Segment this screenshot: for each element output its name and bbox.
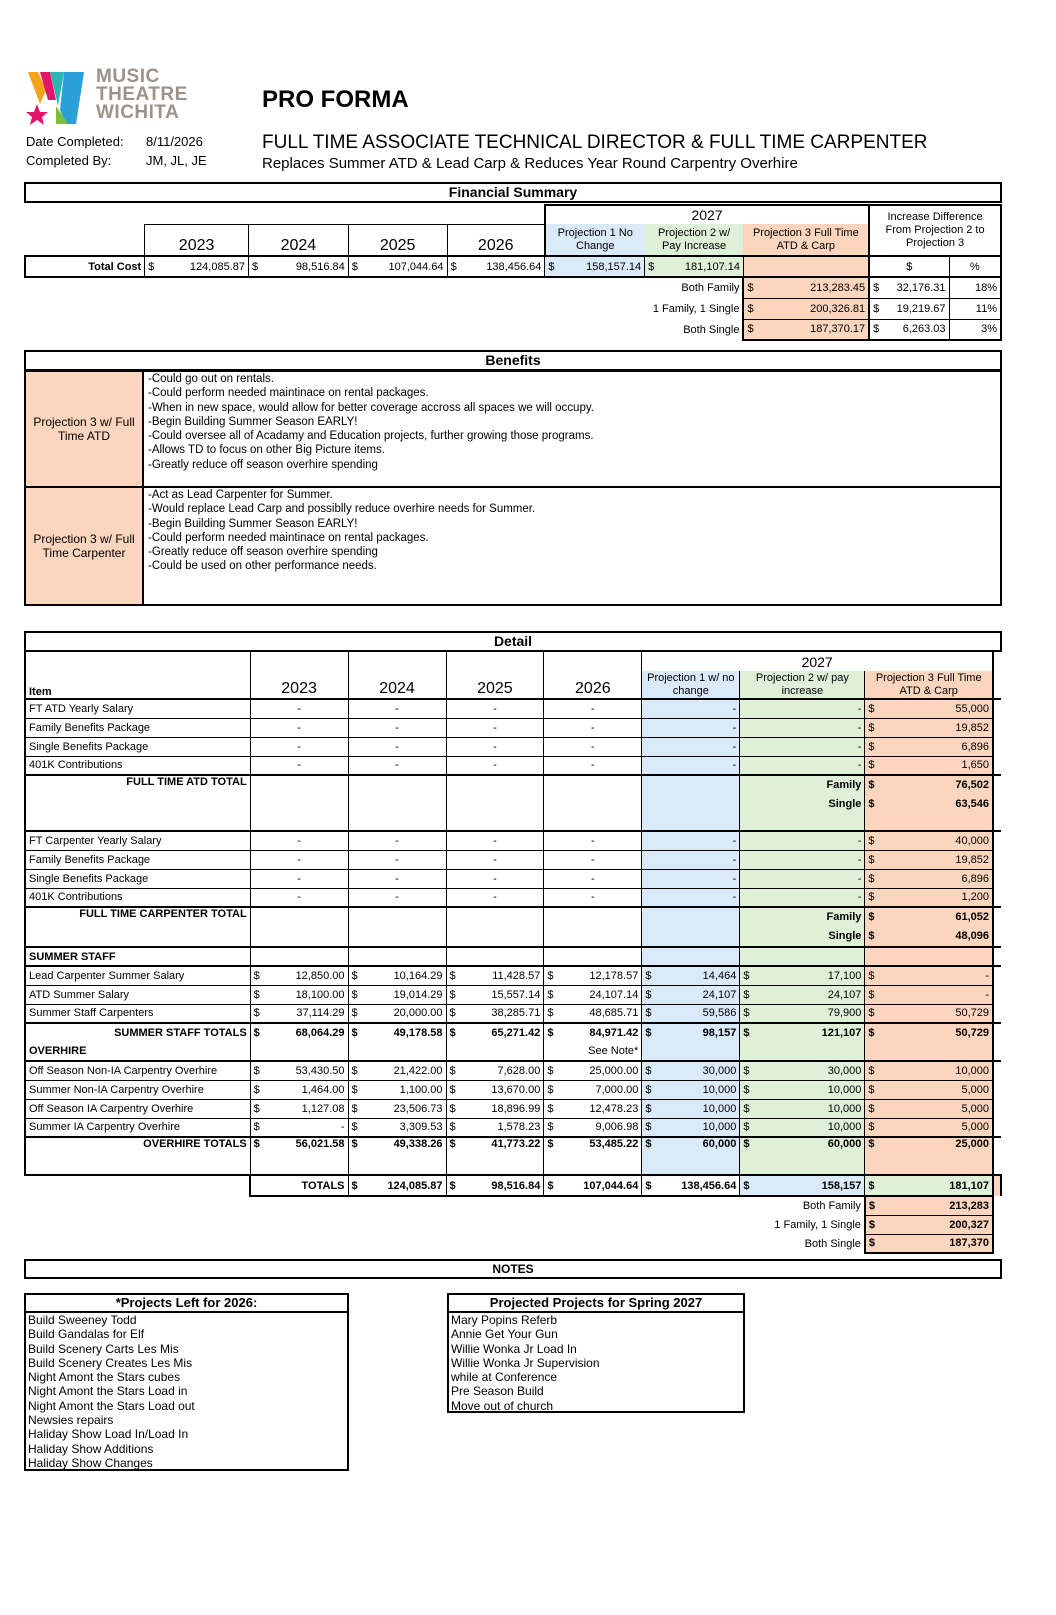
summer-total-label: SUMMER STAFF TOTALS (25, 1023, 250, 1042)
grand-total-value: $ 181,107 (865, 1175, 993, 1196)
detail-row (25, 1004, 1001, 1023)
detail-projection-3-value: $ 40,000 (865, 831, 993, 850)
completed-by-label: Completed By: (26, 153, 112, 168)
detail-value: $ 7,628.00 (446, 1061, 544, 1080)
detail-value: $ 50,729 (865, 1004, 993, 1023)
detail-projection-3-value: $ 6,896 (865, 737, 993, 756)
detail-cell (544, 775, 642, 831)
detail-year: 2025 (446, 671, 544, 699)
detail-row (25, 1042, 1001, 1061)
detail-value: $ 18,100.00 (250, 985, 348, 1004)
detail-cell (544, 947, 642, 966)
project-spring-item: while at Conference (451, 1370, 558, 1385)
subtitle-secondary: Replaces Summer ATD & Lead Carp & Reduces Year Round Carpentry Overhire (262, 155, 798, 172)
detail-value: $ 5,000 (865, 1099, 993, 1118)
detail-cell: - (250, 869, 348, 888)
detail-value: $ 30,000 (740, 1061, 865, 1080)
financial-summary-header: Financial Summary (24, 182, 1002, 203)
total-cost-2023: $ 124,085.87 (145, 256, 249, 277)
project-left-item: Haliday Show Additions (28, 1441, 154, 1456)
benefits-header: Benefits (24, 350, 1002, 371)
final-scenario-value: $ 187,370 (865, 1234, 993, 1253)
benefits-atd-items: -Could go out on rentals. -Could perform needed maintinace on rental packages. -When in new space, would allow for better coverage accross all spaces we will occupy. -Begin Building Summer Season EARLY! -Could oversee all of Acadamy and Education projects, further growing those programs. -Allows TD to focus on other Big Picture items. -Greatly reduce off season overhire spending (148, 373, 594, 471)
projection-3-header: Projection 3 Full Time ATD & Carp (743, 224, 869, 256)
detail-value: $ 1,100.00 (348, 1080, 446, 1099)
detail-item-label: 401K Contributions (25, 756, 250, 775)
detail-cell (642, 907, 740, 947)
detail-cell (865, 947, 993, 966)
subtitle-main: FULL TIME ASSOCIATE TECHNICAL DIRECTOR & FULL TIME CARPENTER (262, 132, 928, 153)
detail-value: $ 79,900 (740, 1004, 865, 1023)
detail-cell: - (348, 737, 446, 756)
detail-row (25, 1080, 1001, 1099)
detail-item-label: Lead Carpenter Summer Salary (25, 966, 250, 985)
detail-item-label: Summer Staff Carpenters (25, 1004, 250, 1023)
total-cost-2025: $ 107,044.64 (348, 256, 447, 277)
detail-cell (993, 1175, 1001, 1196)
detail-cell (25, 652, 250, 671)
detail-cell: - (544, 718, 642, 737)
detail-cell: - (250, 718, 348, 737)
detail-cell: - (740, 888, 865, 907)
scenario-pct: 11% (949, 298, 1001, 319)
project-left-item: Newsies repairs (28, 1413, 114, 1428)
overhire-label: OVERHIRE (25, 1042, 250, 1061)
detail-value: $ 53,430.50 (250, 1061, 348, 1080)
detail-value: $ 3,309.53 (348, 1118, 446, 1137)
scenario-label: Both Single (683, 323, 740, 336)
detail-cell: - (544, 699, 642, 718)
detail-cell: - (642, 888, 740, 907)
detail-value: $ 20,000.00 (348, 1004, 446, 1023)
detail-cell: - (348, 756, 446, 775)
detail-value: $ 1,578.23 (446, 1118, 544, 1137)
detail-value: $ 17,100 (740, 966, 865, 985)
projects-left-2026-box (24, 1293, 349, 1471)
detail-cell: - (348, 850, 446, 869)
detail-cell: - (642, 718, 740, 737)
detail-cell: - (544, 831, 642, 850)
detail-cell: - (446, 888, 544, 907)
summary-year: 2024 (248, 224, 348, 256)
detail-value: $ 11,428.57 (446, 966, 544, 985)
grand-total-value: $ 124,085.87 (348, 1175, 446, 1196)
detail-row (25, 869, 1001, 888)
grand-total-value: $ 138,456.64 (642, 1175, 740, 1196)
detail-cell (250, 947, 348, 966)
summary-year: 2026 (447, 224, 545, 256)
project-left-item: Night Amont the Stars Load out (28, 1398, 195, 1413)
detail-cell (250, 652, 348, 671)
detail-row (25, 966, 1001, 985)
detail-cell (348, 652, 446, 671)
detail-value: $ 1,464.00 (250, 1080, 348, 1099)
detail-value: $ 14,464 (642, 966, 740, 985)
item-header: Item (25, 671, 250, 699)
benefits-atd-label: Projection 3 w/ Full Time ATD (26, 372, 144, 486)
detail-value: $ 7,000.00 (544, 1080, 642, 1099)
detail-projection-1-header: Projection 1 w/ no change (642, 671, 740, 699)
detail-projection-3-value: $ 19,852 (865, 850, 993, 869)
projects-left-title: *Projects Left for 2026: (26, 1295, 347, 1313)
total-cost-projection-3-empty (743, 256, 869, 277)
total-cost-label: Total Cost (88, 260, 142, 273)
summer-total-value: $ 50,729 (865, 1023, 993, 1042)
scenario-pct: 18% (949, 277, 1001, 298)
detail-cell: - (740, 850, 865, 869)
detail-value: $ 48,685.71 (544, 1004, 642, 1023)
overhire-total-value: $ 56,021.58 (250, 1137, 348, 1175)
detail-value: $ 24,107 (740, 985, 865, 1004)
detail-item-label: 401K Contributions (25, 888, 250, 907)
detail-row (25, 1215, 1001, 1234)
detail-row (25, 888, 1001, 907)
detail-projection-3-value: $ 6,896 (865, 869, 993, 888)
project-left-item: Haliday Show Changes (28, 1455, 153, 1470)
detail-cell: - (544, 869, 642, 888)
benefits-carpenter-label: Projection 3 w/ Full Time Carpenter (26, 488, 144, 604)
project-spring-item: Willie Wonka Jr Load In (451, 1341, 577, 1356)
logo-wordmark: MUSIC THEATRE WICHITA (96, 66, 188, 123)
project-left-item: Build Sweeney Todd (28, 1313, 137, 1327)
detail-value: $ 12,850.00 (250, 966, 348, 985)
detail-value: $ 9,006.98 (544, 1118, 642, 1137)
detail-value: $ 10,164.29 (348, 966, 446, 985)
detail-value: $ 38,285.71 (446, 1004, 544, 1023)
final-scenario-label: Both Family (802, 1200, 861, 1212)
detail-cell (446, 907, 544, 947)
detail-value: $ 15,557.14 (446, 985, 544, 1004)
detail-cell: - (642, 737, 740, 756)
financial-summary-table (24, 204, 1002, 341)
detail-value: $ 59,586 (642, 1004, 740, 1023)
detail-row (25, 1137, 1001, 1175)
project-left-item: Build Gandalas for Elf (28, 1327, 145, 1342)
detail-cell: - (250, 756, 348, 775)
detail-item-label: Family Benefits Package (25, 850, 250, 869)
detail-cell: - (250, 737, 348, 756)
detail-row (25, 985, 1001, 1004)
summer-staff-label: SUMMER STAFF (25, 947, 250, 966)
total-cost-projection-1: $ 158,157.14 (545, 256, 645, 277)
detail-year: 2023 (250, 671, 348, 699)
detail-cell (250, 775, 348, 831)
detail-cell: - (446, 869, 544, 888)
detail-row (25, 718, 1001, 737)
projects-spring-2027-box (447, 1293, 745, 1413)
detail-cell: - (348, 718, 446, 737)
detail-cell (25, 1175, 250, 1196)
detail-cell: - (446, 850, 544, 869)
detail-value: $ 24,107 (642, 985, 740, 1004)
scenario-diff: $ 32,176.31 (869, 277, 949, 298)
diff-dollar-header: $ (869, 256, 949, 277)
project-spring-item: Mary Popins Referb (451, 1313, 558, 1327)
detail-value: $ - (865, 985, 993, 1004)
scenario-label: Both Family (681, 282, 740, 294)
detail-projection-3-value: $ 55,000 (865, 699, 993, 718)
detail-cell: - (544, 756, 642, 775)
grand-total-value: $ 158,157 (740, 1175, 865, 1196)
detail-value: $ 21,422.00 (348, 1061, 446, 1080)
detail-item-label: Summer IA Carpentry Overhire (25, 1118, 250, 1137)
detail-item-label: FT ATD Yearly Salary (25, 699, 250, 718)
detail-cell: - (740, 869, 865, 888)
grand-total-value: $ 98,516.84 (446, 1175, 544, 1196)
detail-value: $ 10,000 (740, 1099, 865, 1118)
detail-projection-3-value: $ 19,852 (865, 718, 993, 737)
detail-value: $ 13,670.00 (446, 1080, 544, 1099)
project-spring-item: Pre Season Build (451, 1384, 544, 1399)
detail-cell (446, 947, 544, 966)
date-value: 8/11/2026 (146, 134, 203, 149)
detail-value: $ 25,000.00 (544, 1061, 642, 1080)
overhire-total-value: $ 49,338.26 (348, 1137, 446, 1175)
detail-cell (446, 775, 544, 831)
detail-row (25, 1196, 1001, 1215)
detail-cell: - (740, 737, 865, 756)
detail-value: $ 37,114.29 (250, 1004, 348, 1023)
detail-item-label: FT Carpenter Yearly Salary (25, 831, 250, 850)
completed-by-value: JM, JL, JE (146, 153, 207, 168)
family-single-labels: Family Single (740, 775, 865, 831)
overhire-total-value: $ 41,773.22 (446, 1137, 544, 1175)
summer-total-value: $ 121,107 (740, 1023, 865, 1042)
notes-header: NOTES (24, 1259, 1002, 1279)
project-left-item: Build Scenery Creates Les Mis (28, 1355, 193, 1370)
detail-cell (446, 1042, 544, 1061)
benefits-carpenter-section (24, 486, 1002, 606)
detail-cell: - (740, 718, 865, 737)
detail-cell (348, 947, 446, 966)
music-theatre-wichita-logo-icon (26, 70, 88, 126)
detail-cell (446, 652, 544, 671)
scenario-pct: 3% (949, 319, 1001, 340)
grand-total-value: $ 107,044.64 (544, 1175, 642, 1196)
detail-cell (642, 1042, 740, 1061)
family-single-values: $ 61,052 $ 48,096 (865, 907, 993, 947)
family-single-labels: Family Single (740, 907, 865, 947)
detail-item-label: Single Benefits Package (25, 869, 250, 888)
project-left-item: Night Amont the Stars cubes (28, 1370, 181, 1385)
detail-cell: - (642, 850, 740, 869)
detail-value: $ 1,127.08 (250, 1099, 348, 1118)
detail-cell (348, 907, 446, 947)
detail-cell: - (740, 699, 865, 718)
detail-value: $ 12,478.23 (544, 1099, 642, 1118)
total-cost-projection-2: $ 181,107.14 (645, 256, 744, 277)
final-scenario-label: 1 Family, 1 Single (774, 1218, 861, 1231)
detail-row (25, 699, 1001, 718)
detail-table (24, 652, 1002, 1254)
final-scenario-value: $ 200,327 (865, 1215, 993, 1234)
detail-cell (642, 775, 740, 831)
detail-value: $ 24,107.14 (544, 985, 642, 1004)
project-spring-item: Move out of church (451, 1398, 554, 1413)
detail-row (25, 775, 1001, 831)
total-cost-2026: $ 138,456.64 (447, 256, 545, 277)
scenario-label: 1 Family, 1 Single (652, 302, 740, 315)
scenario-diff: $ 6,263.03 (869, 319, 949, 340)
detail-cell: - (544, 888, 642, 907)
detail-value: $ 23,506.73 (348, 1099, 446, 1118)
detail-cell (740, 947, 865, 966)
detail-value: $ 10,000 (740, 1118, 865, 1137)
detail-cell: - (348, 831, 446, 850)
detail-row (25, 907, 1001, 947)
overhire-total-value: $ 53,485.22 (544, 1137, 642, 1175)
detail-cell: - (446, 699, 544, 718)
detail-cell: - (740, 831, 865, 850)
diff-percent-header: % (949, 256, 1001, 277)
increase-difference-header: Increase Difference From Projection 2 to Projection 3 (869, 205, 1001, 256)
detail-value: $ 10,000 (642, 1118, 740, 1137)
detail-cell: - (642, 699, 740, 718)
detail-projection-3-value: $ 1,650 (865, 756, 993, 775)
detail-year: 2024 (348, 671, 446, 699)
detail-value: $ - (865, 966, 993, 985)
detail-row (25, 1061, 1001, 1080)
detail-cell (740, 1042, 865, 1061)
detail-item-label: Family Benefits Package (25, 718, 250, 737)
detail-item-label: ATD Summer Salary (25, 985, 250, 1004)
final-scenario-value: $ 213,283 (865, 1196, 993, 1215)
projection-2-header: Projection 2 w/ Pay Increase (645, 224, 744, 256)
project-spring-item: Annie Get Your Gun (451, 1327, 558, 1342)
detail-year-2027: 2027 (642, 652, 993, 671)
scenario-diff: $ 19,219.67 (869, 298, 949, 319)
project-spring-item: Willie Wonka Jr Supervision (451, 1355, 600, 1370)
overhire-total-value: $ 60,000 (642, 1137, 740, 1175)
projection-1-header: Projection 1 No Change (545, 224, 645, 256)
summer-total-value: $ 68,064.29 (250, 1023, 348, 1042)
total-cost-2024: $ 98,516.84 (248, 256, 348, 277)
overhire-total-value: $ 25,000 (865, 1137, 993, 1175)
family-single-values: $ 76,502 $ 63,546 (865, 775, 993, 831)
detail-cell: - (642, 831, 740, 850)
detail-row (25, 1023, 1001, 1042)
block-total-label: FULL TIME ATD TOTAL (25, 775, 250, 831)
detail-row (25, 1234, 1001, 1253)
detail-cell: - (544, 850, 642, 869)
detail-value: $ 19,014.29 (348, 985, 446, 1004)
detail-cell (544, 907, 642, 947)
detail-item-label: Summer Non-IA Carpentry Overhire (25, 1080, 250, 1099)
detail-value: $ 10,000 (642, 1080, 740, 1099)
summer-total-value: $ 49,178.58 (348, 1023, 446, 1042)
scenario-projection-3: $ 200,326.81 (743, 298, 869, 319)
summer-total-value: $ 98,157 (642, 1023, 740, 1042)
detail-cell: - (544, 737, 642, 756)
scenario-projection-3: $ 187,370.17 (743, 319, 869, 340)
detail-value: $ 10,000 (740, 1080, 865, 1099)
detail-cell: - (348, 869, 446, 888)
detail-row (25, 1099, 1001, 1118)
detail-value: $ 5,000 (865, 1080, 993, 1099)
detail-cell (348, 775, 446, 831)
see-note-label: See Note* (544, 1042, 642, 1061)
detail-row (25, 1175, 1001, 1196)
date-label: Date Completed: (26, 134, 124, 149)
detail-item-label: Off Season IA Carpentry Overhire (25, 1099, 250, 1118)
detail-item-label: Off Season Non-IA Carpentry Overhire (25, 1061, 250, 1080)
detail-projection-2-header: Projection 2 w/ pay increase (740, 671, 865, 699)
detail-row (25, 737, 1001, 756)
detail-value: $ 5,000 (865, 1118, 993, 1137)
page-title: PRO FORMA (262, 86, 409, 113)
summer-total-value: $ 65,271.42 (446, 1023, 544, 1042)
detail-row (25, 831, 1001, 850)
detail-cell: - (446, 718, 544, 737)
detail-cell: - (250, 888, 348, 907)
detail-projection-3-header: Projection 3 Full Time ATD & Carp (865, 671, 993, 699)
project-left-item: Haliday Show Load In/Load In (28, 1427, 189, 1442)
detail-value: $ 10,000 (865, 1061, 993, 1080)
summer-total-value: $ 84,971.42 (544, 1023, 642, 1042)
scenario-projection-3: $ 213,283.45 (743, 277, 869, 298)
detail-cell: - (348, 888, 446, 907)
projects-spring-title: Projected Projects for Spring 2027 (449, 1295, 743, 1313)
detail-cell: - (250, 850, 348, 869)
detail-item-label: Single Benefits Package (25, 737, 250, 756)
detail-cell: - (446, 831, 544, 850)
final-scenario-label: Both Single (804, 1237, 861, 1250)
detail-row (25, 1118, 1001, 1137)
detail-cell (250, 907, 348, 947)
totals-label: TOTALS (250, 1175, 348, 1196)
detail-cell: - (446, 737, 544, 756)
benefits-atd-section (24, 370, 1002, 488)
detail-value: $ 10,000 (642, 1099, 740, 1118)
detail-value: $ 18,896.99 (446, 1099, 544, 1118)
detail-cell (544, 652, 642, 671)
detail-cell: - (642, 756, 740, 775)
project-left-item: Build Scenery Carts Les Mis (28, 1341, 179, 1356)
detail-cell (250, 1042, 348, 1061)
detail-cell: - (250, 699, 348, 718)
detail-row (25, 756, 1001, 775)
detail-cell: - (348, 699, 446, 718)
detail-value: $ 30,000 (642, 1061, 740, 1080)
detail-row (25, 850, 1001, 869)
detail-value: $ - (250, 1118, 348, 1137)
detail-cell: - (642, 869, 740, 888)
detail-cell: - (446, 756, 544, 775)
detail-projection-3-value: $ 1,200 (865, 888, 993, 907)
detail-cell: - (250, 831, 348, 850)
summary-year: 2023 (145, 224, 249, 256)
detail-value: $ 12,178.57 (544, 966, 642, 985)
project-left-item: Night Amont the Stars Load in (28, 1384, 188, 1399)
overhire-total-value: $ 60,000 (740, 1137, 865, 1175)
detail-cell: - (740, 756, 865, 775)
block-total-label: FULL TIME CARPENTER TOTAL (25, 907, 250, 947)
detail-header: Detail (24, 631, 1002, 652)
detail-row (25, 671, 1001, 699)
detail-year: 2026 (544, 671, 642, 699)
summary-year-2027: 2027 (545, 205, 869, 224)
summary-year: 2025 (348, 224, 447, 256)
detail-row (25, 947, 1001, 966)
detail-cell (642, 947, 740, 966)
overhire-total-label: OVERHIRE TOTALS (25, 1137, 250, 1175)
benefits-carpenter-items: -Act as Lead Carpenter for Summer. -Would replace Lead Carp and possiblly reduce overhire needs for Summer. -Begin Building Summer Season EARLY! -Could perform needed maintinace on rental packages. -Greatly reduce off season overhire spending -Could be used on other performance needs. (148, 489, 536, 573)
detail-cell (865, 1042, 993, 1061)
detail-cell (348, 1042, 446, 1061)
detail-row (25, 652, 1001, 671)
